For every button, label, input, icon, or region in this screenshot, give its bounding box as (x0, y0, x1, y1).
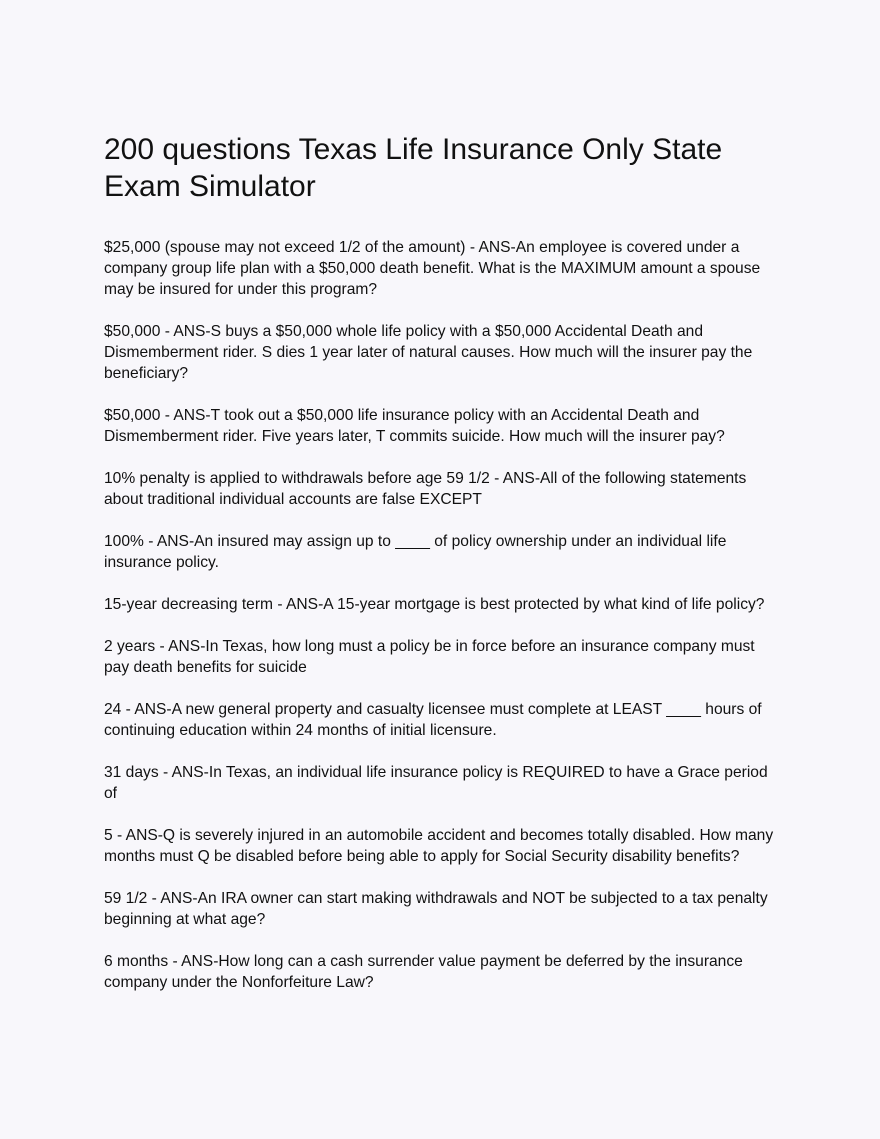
qa-item: 24 - ANS-A new general property and casualty licensee must complete at LEAST ____ hours of continuing education within 24 months of initial licensure. (104, 701, 762, 739)
qa-item: $50,000 - ANS-S buys a $50,000 whole life policy with a $50,000 Accidental Death and Dismemberment rider. S dies 1 year later of natural causes. How much will the insurer pay the beneficiary? (104, 323, 753, 382)
qa-item: 5 - ANS-Q is severely injured in an automobile accident and becomes totally disabled. How many months must Q be disabled before being able to apply for Social Security disability benefits? (104, 827, 774, 865)
qa-item: 10% penalty is applied to withdrawals before age 59 1/2 - ANS-All of the following statements about traditional individual accounts are false EXCEPT (104, 470, 747, 508)
qa-item: 59 1/2 - ANS-An IRA owner can start making withdrawals and NOT be subjected to a tax penalty beginning at what age? (104, 890, 768, 928)
qa-item: 2 years - ANS-In Texas, how long must a policy be in force before an insurance company must pay death benefits for suicide (104, 638, 755, 676)
document-title: 200 questions Texas Life Insurance Only State Exam Simulator (104, 133, 723, 203)
qa-item: 6 months - ANS-How long can a cash surrender value payment be deferred by the insurance company under the Nonforfeiture Law? (104, 953, 743, 991)
qa-item: 100% - ANS-An insured may assign up to ____ of policy ownership under an individual life insurance policy. (104, 533, 727, 571)
qa-item: $25,000 (spouse may not exceed 1/2 of the amount) - ANS-An employee is covered under a company group life plan with a $50,000 death benefit. What is the MAXIMUM amount a spouse may be insured for under this program? (104, 239, 761, 298)
qa-item: $50,000 - ANS-T took out a $50,000 life insurance policy with an Accidental Death and Dismemberment rider. Five years later, T commits suicide. How much will the insurer pay? (104, 407, 725, 445)
qa-item: 15-year decreasing term - ANS-A 15-year mortgage is best protected by what kind of life policy? (104, 596, 765, 613)
qa-item: 31 days - ANS-In Texas, an individual life insurance policy is REQUIRED to have a Grace period of (104, 764, 768, 802)
question-answer-list (104, 237, 780, 1014)
